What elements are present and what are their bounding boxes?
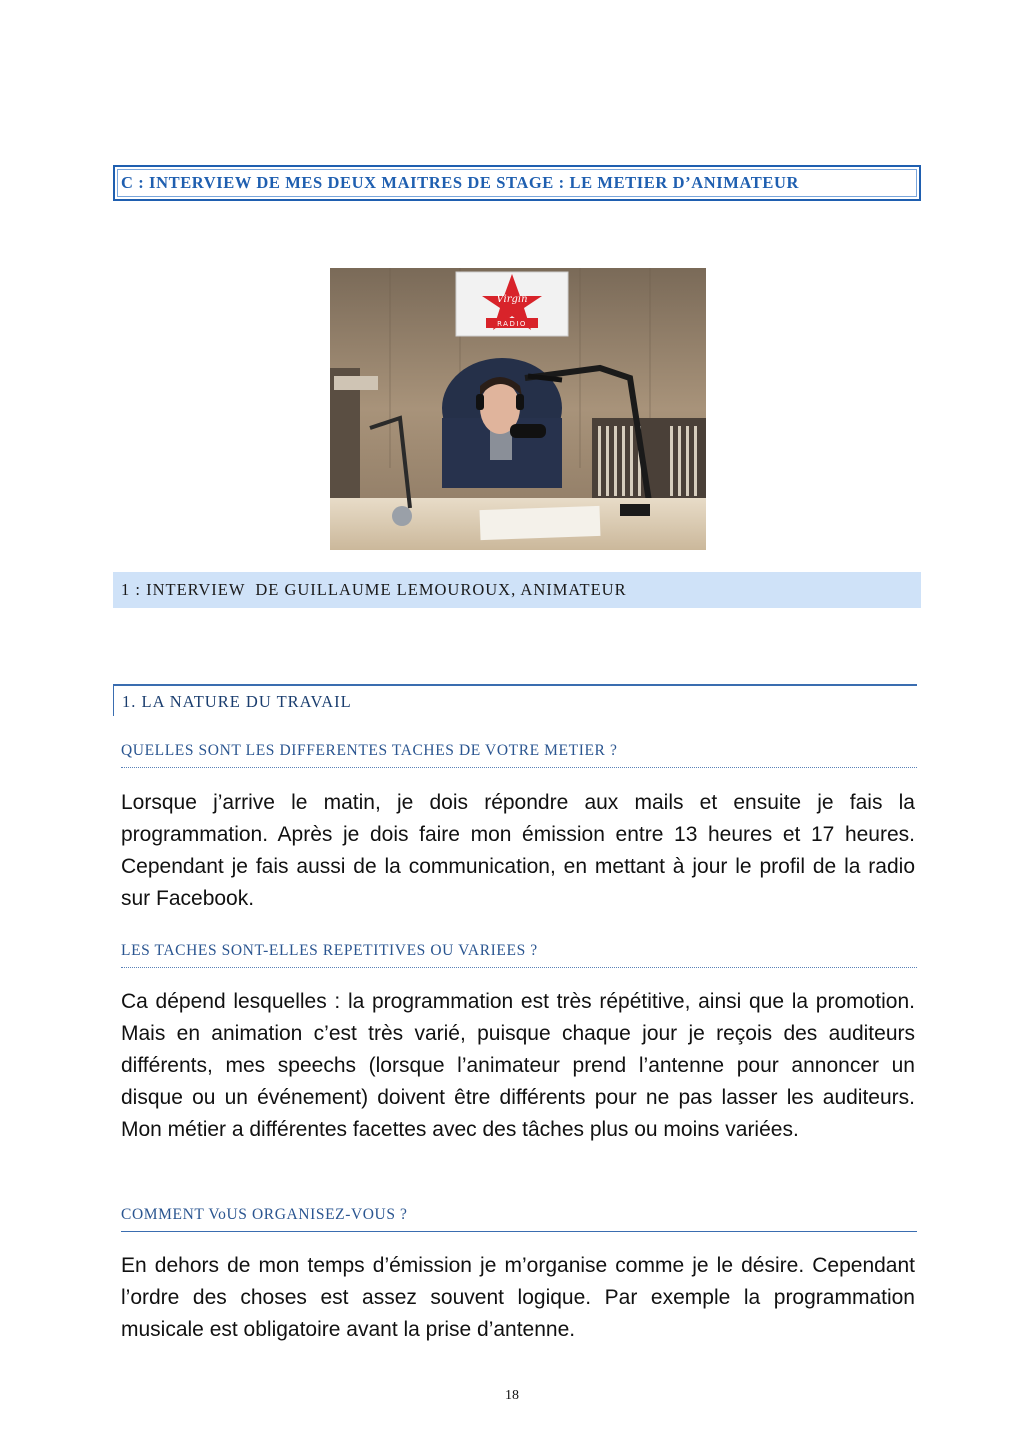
answer-2: Ca dépend lesquelles : la programmation est très répétitive, ainsi que la promotion. Mais en animation c’est très varié, puisque chaque jour je reçois des auditeurs différents, mes speechs (lorsque l’animateur prend l’antenne pour annoncer un disque ou un événement) doivent être différents pour ne pas lasser les auditeurs. Mon métier a différentes facettes avec des tâches plus ou moins variées.: [121, 990, 915, 1141]
radio-studio-illustration: [330, 268, 706, 550]
question-3-text: COMMENT VoUS ORGANISEZ-VOUS ?: [121, 1206, 408, 1223]
answer-1: Lorsque j’arrive le matin, je dois répondre aux mails et ensuite je fais la programmation. Après je dois faire mon émission entre 13 heures et 17 heures. Cependant je fais aussi de la communication, en mettant à jour le profil de la radio sur Facebook.: [121, 791, 915, 910]
page-number: 18: [505, 1388, 519, 1403]
question-2-text: LES TACHES SONT-ELLES REPETITIVES OU VARIEES ?: [121, 942, 538, 959]
question-2: [121, 942, 917, 968]
radio-studio-photo: [330, 268, 706, 550]
section-c-title: C : INTERVIEW DE MES DEUX MAITRES DE STAGE : LE METIER D’ANIMATEUR: [121, 173, 800, 192]
subsection-title: 1. LA NATURE DU TRAVAIL: [122, 692, 352, 711]
question-3: [121, 1206, 917, 1232]
section-c-heading: [113, 165, 921, 201]
logo-text-radio: RADIO: [497, 320, 527, 328]
section-1-title: 1 : INTERVIEW DE GUILLAUME LEMOUROUX, ANIMATEUR: [121, 580, 627, 599]
section-1-heading: [113, 572, 921, 608]
answer-3: En dehors de mon temps d’émission je m’organise comme je le désire. Cependant l’ordre des choses est assez souvent logique. Par exemple la programmation musicale est obligatoire avant la prise d’antenne.: [121, 1254, 915, 1341]
logo-text-virgin: Virgin: [496, 294, 528, 305]
question-1-text: QUELLES SONT LES DIFFERENTES TACHES DE VOTRE METIER ?: [121, 742, 618, 759]
question-1: [121, 742, 917, 768]
subsection-heading: [113, 684, 917, 716]
